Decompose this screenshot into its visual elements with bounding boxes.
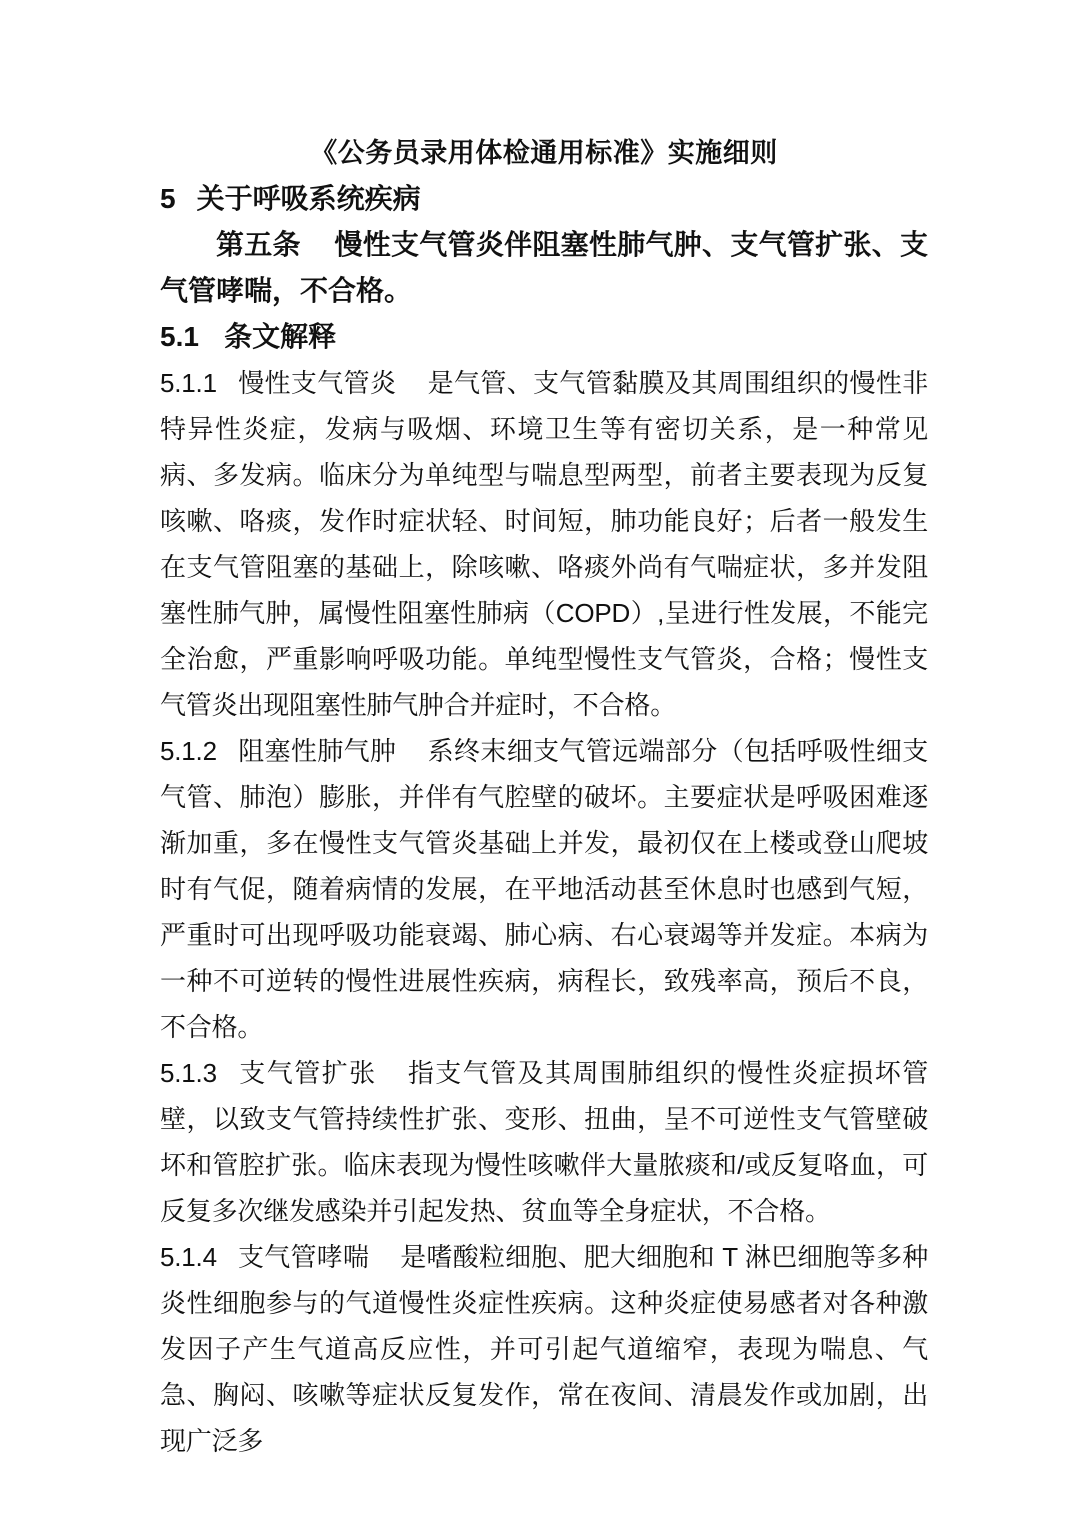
- clause-text: 指支气管及其周围肺组织的慢性炎症损坏管壁，以致支气管持续性扩张、变形、扭曲，呈不可逆性支气管壁破坏和管腔扩张。临床表现为慢性咳嗽伴大量脓痰和/或反复咯血，可反复多次继发感染并引起发热、贫血等全身症状，不合格。: [160, 1058, 928, 1226]
- article-clause: [160, 222, 928, 314]
- clause-text: 是气管、支气管黏膜及其周围组织的慢性非特异性炎症，发病与吸烟、环境卫生等有密切关系，是一种常见病、多发病。临床分为单纯型与喘息型两型，前者主要表现为反复咳嗽、咯痰，发作时症状轻、时间短，肺功能良好；后者一般发生在支气管阻塞的基础上，除咳嗽、咯痰外尚有气喘症状，多并发阻塞性肺气肿，属慢性阻塞性肺病（COPD）,呈进行性发展，不能完全治愈，严重影响呼吸功能。单纯型慢性支气管炎，合格；慢性支气管炎出现阻塞性肺气肿合并症时，不合格。: [160, 368, 928, 720]
- section-number: 5: [160, 183, 176, 214]
- article-text: 慢性支气管炎伴阻塞性肺气肿、支气管扩张、支气管哮喘，不合格。: [160, 229, 928, 306]
- document-title: 《公务员录用体检通用标准》实施细则: [310, 138, 778, 168]
- clause-number: 5.1.1: [160, 368, 217, 398]
- section-title: 关于呼吸系统疾病: [196, 183, 421, 214]
- clause-number: 5.1.2: [160, 736, 217, 766]
- clause-term: 慢性支气管炎: [237, 368, 397, 398]
- clause-number: 5.1.3: [160, 1058, 217, 1088]
- clause-term: 支气管扩张: [237, 1058, 377, 1088]
- section-heading: [160, 176, 928, 222]
- clause-paragraph-5-1-4: [160, 1234, 928, 1464]
- clause-paragraph-5-1-1: [160, 360, 928, 728]
- clause-term: 支气管哮喘: [237, 1242, 370, 1272]
- clause-paragraph-5-1-2: [160, 728, 928, 1050]
- subsection-heading: [160, 314, 928, 360]
- clause-paragraph-5-1-3: [160, 1050, 928, 1234]
- clause-number: 5.1.4: [160, 1242, 217, 1272]
- clause-text: 是嗜酸粒细胞、肥大细胞和 T 淋巴细胞等多种炎性细胞参与的气道慢性炎症性疾病。这种炎症使易感者对各种激发因子产生气道高反应性，并可引起气道缩窄，表现为喘息、气急、胸闷、咳嗽等症状反复发作，常在夜间、清晨发作或加剧，出现广泛多: [160, 1242, 928, 1456]
- subsection-title: 条文解释: [224, 321, 337, 352]
- clause-text: 系终末细支气管远端部分（包括呼吸性细支气管、肺泡）膨胀，并伴有气腔壁的破坏。主要症状是呼吸困难逐渐加重，多在慢性支气管炎基础上并发，最初仅在上楼或登山爬坡时有气促，随着病情的发展，在平地活动甚至休息时也感到气短，严重时可出现呼吸功能衰竭、肺心病、右心衰竭等并发症。本病为一种不可逆转的慢性进展性疾病，病程长，致残率高，预后不良，不合格。: [160, 736, 928, 1042]
- clause-term: 阻塞性肺气肿: [237, 736, 397, 766]
- article-label: 第五条: [216, 229, 301, 260]
- subsection-number: 5.1: [160, 321, 199, 352]
